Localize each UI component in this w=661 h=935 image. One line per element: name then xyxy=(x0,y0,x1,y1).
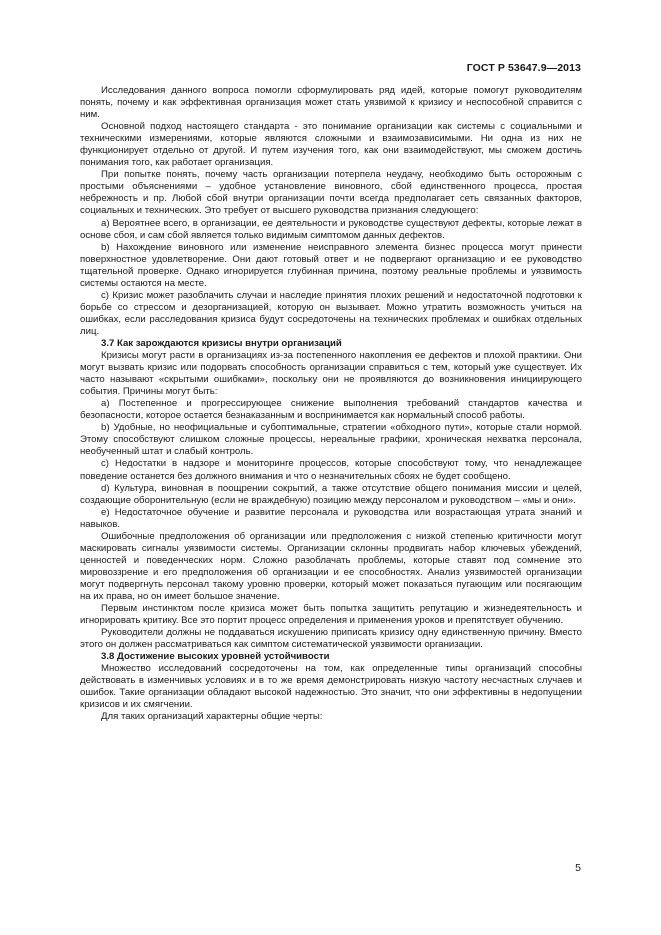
paragraph: Для таких организаций характерны общие черты: xyxy=(101,711,323,723)
paragraph: Множество исследований сосредоточены на том, как определенные типы организаций способны действовать в изменчивых условиях и в то же время демонстрировать низкую частоту несчастных случаев и ошибок. Такие организации обладают высокой надежностью. Это значит, что они эффективны в недопущении кризисов и их смягчении. xyxy=(80,663,582,711)
section-heading: 3.8 Достижение высоких уровней устойчивости xyxy=(101,651,330,663)
paragraph: Кризисы могут расти в организациях из-за постепенного накопления ее дефектов и плохой практики. Они могут вызвать кризис или подорвать способность организации справиться с тем, который уже существует. Их часто называют «скрытыми ошибками», поскольку они не проявляются до возникновения инициирующего события. Причины могут быть: xyxy=(80,350,582,398)
paragraph: При попытке понять, почему часть организации потерпела неудачу, необходимо быть осторожным с простыми объяснениями – удобное установление виновного, сбой единственного процесса, простая небрежность и пр. Любой сбой внутри организации почти всегда предполагает сеть связанных факторов, социальных и технических. Это требует от высшего руководства признания следующего: xyxy=(80,169,582,217)
paragraph: Ошибочные предположения об организации или предположения с низкой степенью критичности могут маскировать сигналы уязвимости системы. Организации склонны продвигать набор ключевых убеждений, ценностей и поведенческих норм. Сложно разоблачать проблемы, которые ставят под сомнение это мировоззрение и его предположения об организации и ее способностях. Анализ уязвимостей организации могут подвергнуть персонал такому уровню проверки, который может показаться пугающим или посягающим на их права, но он имеет большое значение. xyxy=(80,530,582,602)
list-item: a) Вероятнее всего, в организации, ее деятельности и руководстве существуют дефекты, которые лежат в основе сбоя, и сам сбой является только видимым симптомом данных дефектов. xyxy=(80,217,582,241)
list-item: b) Удобные, но неофициальные и субоптимальные, стратегии «обходного пути», которые стали нормой. Этому способствуют слишком сложные процессы, нереальные графики, хроническая нехватка персонала, необученный штат и слабый контроль. xyxy=(80,422,582,458)
paragraph: Исследования данного вопроса помогли сформулировать ряд идей, которые помогут руководителям понять, почему и как эффективная организация может стать уязвимой к кризису и неспособной справится с ним. xyxy=(80,85,582,121)
list-item: c) Кризис может разоблачить случаи и наследие принятия плохих решений и недостаточной подготовки к борьбе со стрессом и дезорганизацией, которую он вызывает. Можно утратить возможность учиться на ошибках, если расследования кризиса будут сосредоточены на технических проблемах и ошибках отдельных лиц. xyxy=(80,289,582,337)
section-heading: 3.7 Как зарождаются кризисы внутри организаций xyxy=(101,337,342,349)
document-body xyxy=(80,85,582,723)
list-item: d) Культура, виновная в поощрении сокрытий, а также отсутствие общего понимания миссии и целей, создающие оборонительную (если не враждебную) позицию между персоналом и руководством – «мы и они». xyxy=(80,482,582,506)
list-item: a) Постепенное и прогрессирующее снижение выполнения требований стандартов качества и безопасности, которое остается безнаказанным и воспринимается как нормальный способ работы. xyxy=(80,398,582,422)
page-number: 5 xyxy=(575,862,581,874)
paragraph: Первым инстинктом после кризиса может быть попытка защитить репутацию и жизнедеятельность и игнорировать критику. Все это портит процесс определения и применения уроков и препятствует обучению. xyxy=(80,603,582,627)
list-item: b) Нахождение виновного или изменение неисправного элемента бизнес процесса могут принести поверхностное удовлетворение. Они дают готовый ответ и не подвергают организацию и ее руководство тщательной проверке. Однако игнорируется глубинная причина, поэтому реальные проблемы и уязвимость системы остаются на месте. xyxy=(80,241,582,289)
list-item: e) Недостаточное обучение и развитие персонала и руководства или возрастающая утрата знаний и навыков. xyxy=(80,506,582,530)
document-header: ГОСТ Р 53647.9—2013 xyxy=(466,62,581,74)
paragraph: Основной подход настоящего стандарта - это понимание организации как системы с социальными и техническими измерениями, которые являются сложными и взаимозависимыми. Ни одна из них не функционирует отдельно от другой. И путем изучения того, как они взаимодействуют, мы сможем достичь понимания того, как работает организация. xyxy=(80,121,582,169)
list-item: c) Недостатки в надзоре и мониторинге процессов, которые способствуют тому, что ненадлежащее поведение останется без должного внимания и что о незначительных сбоях не будет сообщено. xyxy=(80,458,582,482)
paragraph: Руководители должны не поддаваться искушению приписать кризису одну единственную причину. Вместо этого он должен рассматриваться как симптом систематической уязвимости организации. xyxy=(80,627,582,651)
